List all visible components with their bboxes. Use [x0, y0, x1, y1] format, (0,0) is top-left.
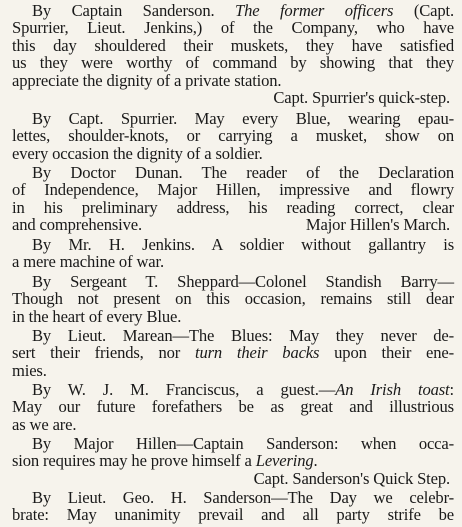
toast-line: sert their friends, nor turn their backs upon their ene- — [12, 343, 454, 363]
toast-line — [12, 216, 454, 233]
toast-line-text: and comprehensive. — [12, 215, 143, 235]
toast-line: By Lieut. Geo. H. Sanderson—The Day we celebr- — [32, 488, 454, 507]
toast-line: us they were worthy of command by showing that they — [12, 53, 454, 73]
toast-line: appreciate the dignity of a private station. — [12, 70, 282, 90]
toast-marean — [12, 327, 454, 379]
toast-line: Spurrier, Lieut. Jenkins,) of the Company, who have — [12, 18, 454, 38]
toast-geo-sanderson — [12, 489, 454, 524]
toast-line: sion requires may he prove himself a Levering. — [12, 451, 318, 471]
toast-line: as we are. — [12, 414, 77, 434]
toast-line: in the heart of every Blue. — [12, 306, 182, 326]
toast-line: of Independence, Major Hillen, impressive and flowry — [12, 180, 454, 200]
toast-line: By Capt. Spurrier. May every Blue, wearing epau- — [32, 109, 454, 128]
toast-line: By W. J. M. Franciscus, a guest.—An Irish toast: — [32, 380, 454, 399]
toast-line: By Captain Sanderson. The former officers (Capt. — [32, 1, 454, 20]
toast-line: By Major Hillen—Captain Sanderson: when occa- — [32, 434, 454, 453]
toast-line: Though not present on this occasion, remains still dear — [12, 289, 454, 309]
toast-line: By Doctor Dunan. The reader of the Declaration — [32, 163, 454, 182]
toast-tune: Capt. Sanderson's Quick Step. — [253, 468, 450, 488]
toast-sheppard — [12, 273, 454, 325]
toast-franciscus — [12, 381, 454, 433]
toast-line: By Lieut. Marean—The Blues: May they never de- — [32, 326, 454, 345]
toast-line: lettes, shoulder-knots, or carrying a musket, show on — [12, 126, 454, 146]
toast-line: May our future forefathers be as great and illustrious — [12, 397, 454, 417]
toast-line: brate: May unanimity prevail and all party strife be — [12, 505, 454, 525]
toast-line: every occasion the dignity of a soldier. — [12, 143, 263, 163]
toast-tune: Major Hillen's March. — [305, 215, 450, 235]
toast-jenkins — [12, 236, 454, 271]
toast-spurrier — [12, 110, 454, 162]
toast-line: By Sergeant T. Sheppard—Colonel Standish Barry— — [32, 272, 454, 291]
toast-tune: Capt. Spurrier's quick-step. — [273, 87, 450, 107]
toast-hillen — [12, 435, 454, 487]
toast-dunan — [12, 164, 454, 234]
toast-line: By Mr. H. Jenkins. A soldier without gallantry is — [32, 235, 454, 254]
toast-line: this day shouldered their muskets, they have satisfied — [12, 35, 454, 55]
toast-line: in his preliminary address, his reading correct, clear — [12, 197, 454, 217]
toast-line: a mere machine of war. — [12, 252, 164, 272]
toast-sanderson — [12, 2, 454, 106]
toast-line: mies. — [12, 360, 47, 380]
